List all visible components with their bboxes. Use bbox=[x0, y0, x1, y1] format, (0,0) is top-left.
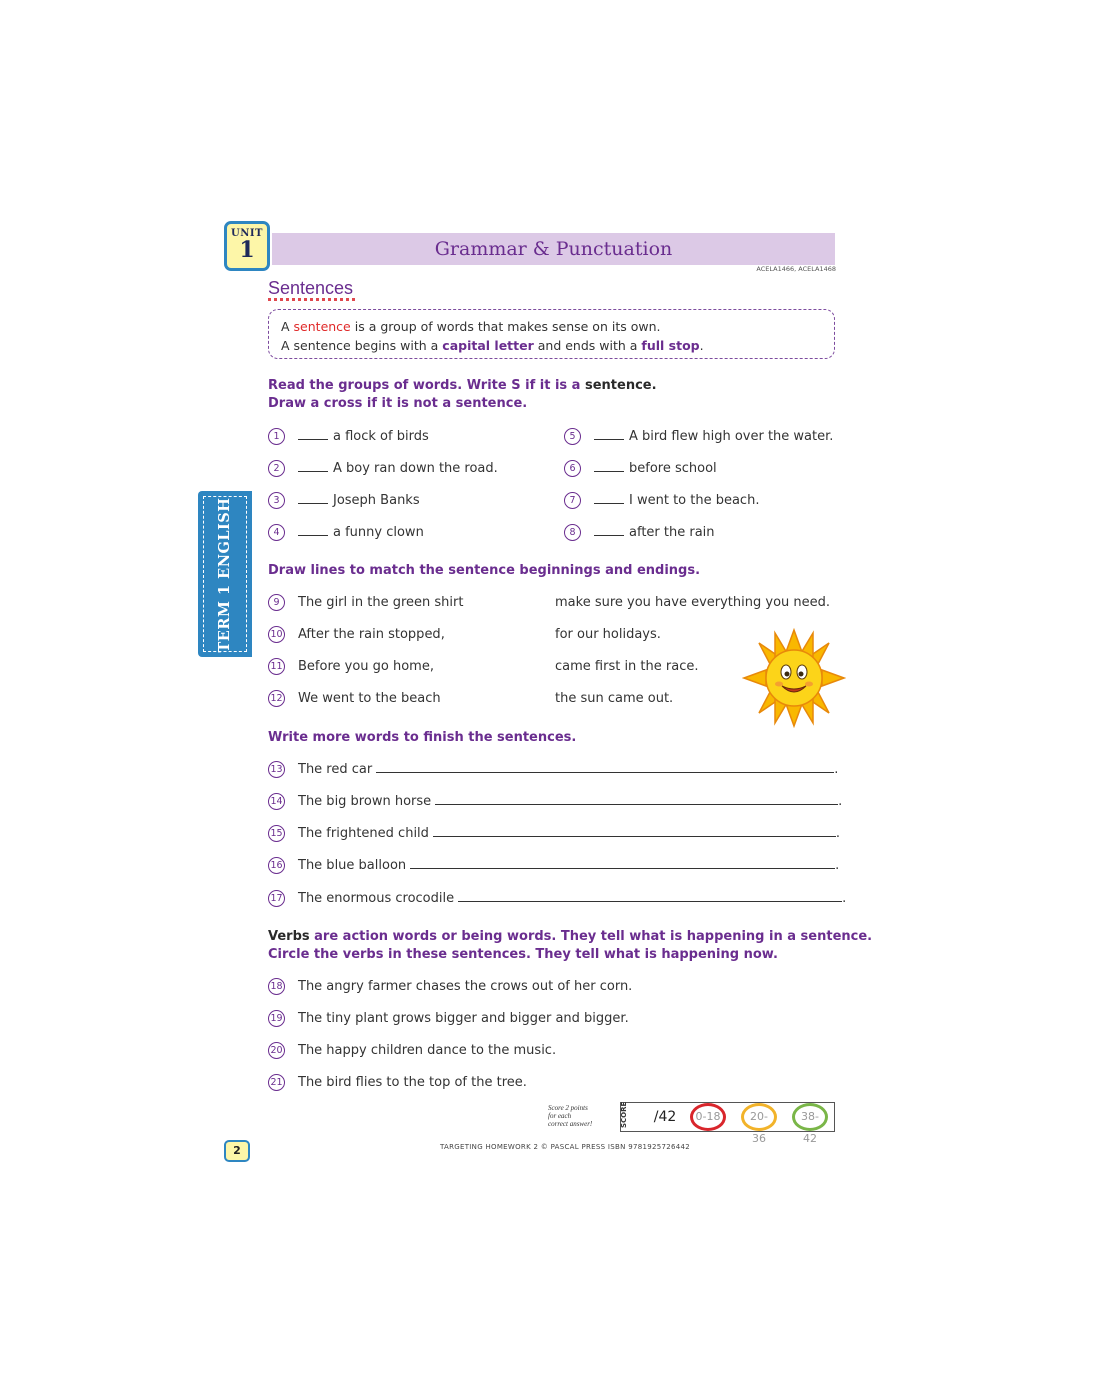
score-total[interactable]: /42 bbox=[653, 1109, 677, 1125]
question-number: 20 bbox=[268, 1042, 285, 1059]
keyword-full-stop: full stop bbox=[641, 338, 700, 353]
definition-line-1: A sentence is a group of words that makes sense on its own. bbox=[281, 319, 661, 334]
match-ending-1[interactable]: make sure you have everything you need. bbox=[555, 595, 831, 610]
question-number: 14 bbox=[268, 793, 285, 810]
question-number: 2 bbox=[268, 460, 285, 477]
question-5: 5 A bird flew high over the water. bbox=[564, 426, 833, 446]
score-band-high: 38-42 bbox=[792, 1103, 828, 1131]
answer-blank[interactable] bbox=[298, 426, 328, 440]
match-ending-4[interactable]: the sun came out. bbox=[555, 691, 674, 706]
question-7: 7 I went to the beach. bbox=[564, 490, 759, 510]
answer-blank[interactable] bbox=[594, 426, 624, 440]
question-21 bbox=[268, 1073, 527, 1093]
question-number: 7 bbox=[564, 492, 581, 509]
question-9-begin: 9 The girl in the green shirt bbox=[268, 593, 463, 613]
footer-copyright: TARGETING HOMEWORK 2 © PASCAL PRESS ISBN 9781925726442 bbox=[439, 1143, 690, 1151]
question-number: 21 bbox=[268, 1074, 285, 1091]
exercise2-instructions: Draw lines to match the sentence beginnings and endings. bbox=[268, 563, 701, 578]
question-11-begin: 11 Before you go home, bbox=[268, 657, 434, 677]
score-label: SCORE bbox=[620, 1101, 628, 1128]
question-13: 13 The red car . bbox=[268, 760, 838, 780]
page-number: 2 bbox=[224, 1140, 250, 1162]
question-19 bbox=[268, 1009, 629, 1029]
question-number: 4 bbox=[268, 524, 285, 541]
answer-blank[interactable] bbox=[298, 458, 328, 472]
question-4: 4 a funny clown bbox=[268, 522, 424, 542]
question-number: 17 bbox=[268, 890, 285, 907]
question-14: 14 The big brown horse . bbox=[268, 792, 842, 812]
question-15: 15 The frightened child . bbox=[268, 824, 840, 844]
question-8: 8 after the rain bbox=[564, 522, 715, 542]
question-12-begin: 12 We went to the beach bbox=[268, 689, 441, 709]
answer-line[interactable] bbox=[410, 856, 835, 869]
answer-blank[interactable] bbox=[298, 522, 328, 536]
keyword-sentence: sentence bbox=[293, 319, 351, 334]
question-17: 17 The enormous crocodile . bbox=[268, 889, 846, 909]
question-number: 5 bbox=[564, 428, 581, 445]
side-tab-label: TERM 1 ENGLISH bbox=[216, 497, 233, 653]
answer-line[interactable] bbox=[458, 889, 842, 902]
section-underline bbox=[268, 298, 355, 301]
question-2: 2 A boy ran down the road. bbox=[268, 458, 498, 478]
keyword-capital-letter: capital letter bbox=[442, 338, 534, 353]
question-number: 13 bbox=[268, 761, 285, 778]
question-number: 3 bbox=[268, 492, 285, 509]
section-title: Sentences bbox=[268, 278, 354, 298]
question-number: 8 bbox=[564, 524, 581, 541]
score-note: Score 2 points for each correct answer! bbox=[548, 1104, 593, 1128]
answer-blank[interactable] bbox=[298, 490, 328, 504]
question-number: 16 bbox=[268, 857, 285, 874]
exercise3-instructions: Write more words to finish the sentences. bbox=[268, 730, 577, 745]
question-number: 15 bbox=[268, 825, 285, 842]
unit-label: UNIT bbox=[231, 228, 263, 239]
score-band-low: 0-18 bbox=[690, 1103, 726, 1131]
match-ending-2[interactable]: for our holidays. bbox=[555, 627, 661, 642]
question-number: 19 bbox=[268, 1010, 285, 1027]
question-20 bbox=[268, 1041, 556, 1061]
page-title: Grammar & Punctuation bbox=[434, 238, 673, 260]
verb-sentence[interactable]: The bird flies to the top of the tree. bbox=[298, 1075, 527, 1090]
definition-box bbox=[268, 309, 835, 359]
sun-illustration bbox=[742, 628, 846, 728]
unit-badge bbox=[224, 221, 270, 271]
answer-blank[interactable] bbox=[594, 522, 624, 536]
question-number: 18 bbox=[268, 978, 285, 995]
question-number: 9 bbox=[268, 594, 285, 611]
question-number: 1 bbox=[268, 428, 285, 445]
question-1: 1 a flock of birds bbox=[268, 426, 429, 446]
score-band-mid: 20-36 bbox=[741, 1103, 777, 1131]
question-16: 16 The blue balloon . bbox=[268, 856, 839, 876]
verb-sentence[interactable]: The happy children dance to the music. bbox=[298, 1043, 557, 1058]
question-number: 6 bbox=[564, 460, 581, 477]
question-number: 10 bbox=[268, 626, 285, 643]
answer-blank[interactable] bbox=[594, 458, 624, 472]
question-number: 11 bbox=[268, 658, 285, 675]
unit-number: 1 bbox=[239, 237, 255, 263]
answer-line[interactable] bbox=[376, 760, 834, 773]
question-6: 6 before school bbox=[564, 458, 717, 478]
match-ending-3[interactable]: came first in the race. bbox=[555, 659, 699, 674]
answer-line[interactable] bbox=[435, 792, 838, 805]
question-number: 12 bbox=[268, 690, 285, 707]
verb-sentence[interactable]: The angry farmer chases the crows out of her corn. bbox=[298, 979, 633, 994]
exercise4-instructions: Verbs are action words or being words. They tell what is happening in a sentence. Circle the verbs in these sentences. They tell what is happening now. bbox=[268, 929, 873, 962]
question-10-begin: 10 After the rain stopped, bbox=[268, 625, 445, 645]
verb-sentence[interactable]: The tiny plant grows bigger and bigger and bigger. bbox=[298, 1011, 629, 1026]
question-3: 3 Joseph Banks bbox=[268, 490, 420, 510]
curriculum-codes: ACELA1466, ACELA1468 bbox=[756, 265, 836, 273]
definition-line-2: A sentence begins with a capital letter and ends with a full stop. bbox=[281, 338, 704, 353]
answer-line[interactable] bbox=[433, 824, 836, 837]
answer-blank[interactable] bbox=[594, 490, 624, 504]
exercise1-instructions: Read the groups of words. Write S if it is a sentence. Draw a cross if it is not a sentence. bbox=[268, 378, 657, 411]
question-18 bbox=[268, 977, 632, 997]
